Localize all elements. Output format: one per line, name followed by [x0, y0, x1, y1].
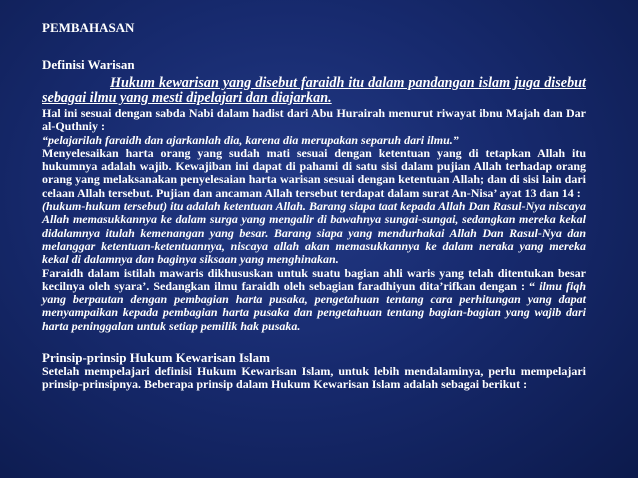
principles-heading: Prinsip-prinsip Hukum Kewarisan Islam	[42, 350, 270, 366]
hadith-intro: Hal ini sesuai dengan sabda Nabi dalam hadist dari Abu Hurairah menurut riwayat ibnu Majah dan Dar al-Quthniy :	[42, 106, 586, 134]
principles-intro: Setelah mempelajari definisi Hukum Kewarisan Islam, untuk lebih mendalaminya, perlu mempelajari prinsip-prinsipnya. Beberapa prinsip dalam Hukum Kewarisan Islam adalah sebagai berikut :	[42, 364, 586, 392]
hadith-quote: “pelajarilah faraidh dan ajarkanlah dia, karena dia merupakan separuh dari ilmu.”	[42, 132, 459, 147]
obligation-paragraph: Menyelesaikan harta orang yang sudah mati sesuai dengan ketentuan yang di tetapkan Allah itu hukumnya adalah wajib. Kewajiban ini dapat di pahami di satu sisi dalam pujian Allah terhadap orang orang yang melaksanakan penyelesaian harta warisan sesuai dengan ketentuan Allah; dan di sisi lain dari celaan Allah tersebut. Pujian dan ancaman Allah tersebut terdapat dalam surat An-Nisa’ ayat 13 dan 14 :	[42, 145, 586, 200]
definition-heading: Definisi Warisan	[42, 57, 135, 72]
quran-quote: (hukum-hukum tersebut) itu adalah ketentuan Allah. Barang siapa taat kepada Allah Dan Rasul-Nya niscaya Allah memasukkannya ke dalam surga yang mengalir di bawahnya sungai-sungai, sedangkan mereka kekal didalamnya itulah kemenangan yang besar. Barang siapa yang mendurhakai Allah Dan Rasul-Nya dan melanggar ketentuan-ketentuannya, niscaya allah akan memasukkannya ke dalam neraka yang mereka kekal di dalamnya dan baginya siksaan yang menghinakan.	[42, 199, 586, 267]
faraidh-definition-roman: Faraidh dalam istilah mawaris dikhususkan untuk suatu bagian ahli waris yang telah ditentukan besar kecilnya oleh syara’. Sedangkan ilmu faraidh oleh sebagian faradhiyun dita’rifkan dengan : “	[42, 265, 586, 293]
section-title: PEMBAHASAN	[42, 20, 135, 35]
slide-content	[42, 20, 586, 392]
faraidh-definition-italic: ilmu fiqh yang berpautan dengan pembagian harta pusaka, pengetahuan tentang cara perhitungan yang dapat menyampaikan kepada pembagian harta pusaka dan pengetahuan tentang bagian-bagian yang wajib dari harta peninggalan untuk setiap pemilik hak pusaka.	[42, 278, 586, 333]
spacer	[42, 333, 586, 350]
faraidh-definition	[42, 267, 586, 333]
definition-quote: Hukum kewarisan yang disebut faraidh itu dalam pandangan islam juga disebut sebagai ilmu yang mesti dipelajari dan diajarkan.	[42, 75, 586, 106]
